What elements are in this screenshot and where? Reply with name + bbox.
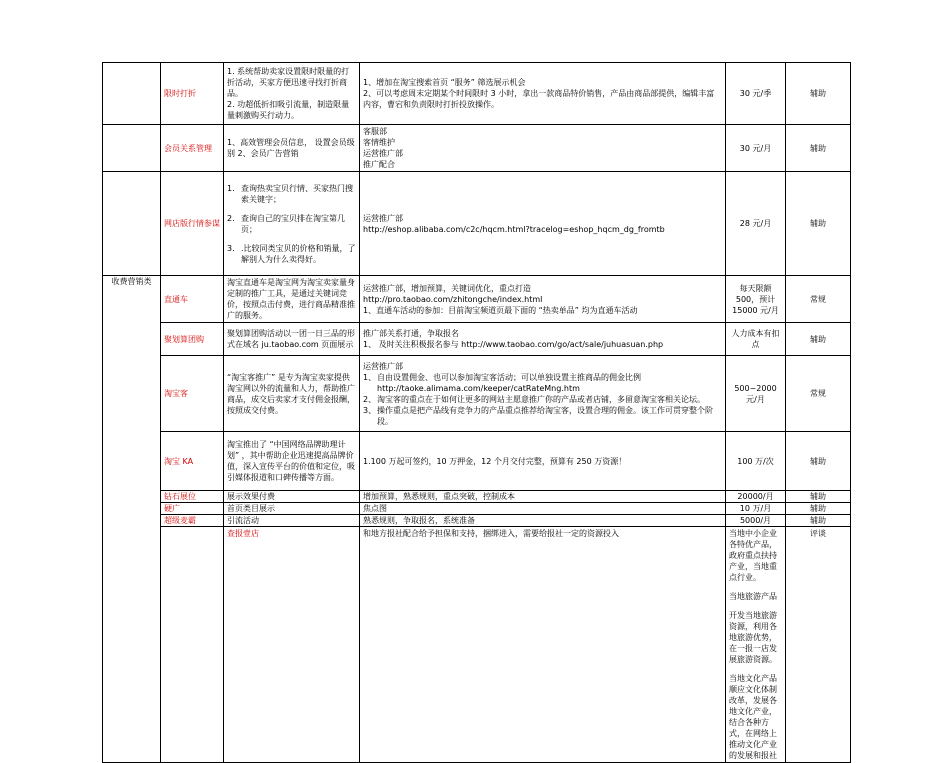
method-line: 推广部关系打通，争取报名 (363, 329, 459, 338)
tool-fee: 500~2000 元/月 (726, 356, 786, 432)
item-number: 3、 (363, 405, 377, 415)
tool-name: 直通车 (161, 276, 224, 323)
description-item (227, 243, 356, 265)
description-line: 淘宝推出了 “中国网络品牌助理计划” ，其中帮助企业迅速提高品牌价值，深入宣传平台的价值和定位，吸引媒体报道和口碑传播等方面。 (227, 440, 355, 482)
tool-fee: 100 万/次 (726, 432, 786, 491)
method-line: 开发当地旅游资源，利用各地旅游优势，在一报一店发展旅游资源。 (729, 611, 777, 664)
method-line: 熟悉规则，争取报名，系统准备 (363, 516, 475, 525)
method-line: 客情维护 (363, 138, 395, 147)
description-line: 展示效果付费 (227, 492, 275, 501)
table-row (103, 356, 851, 432)
tool-fee: 每天限额 500，预计 15000 元/月 (726, 276, 786, 323)
tool-name: 查报壹店 (224, 527, 360, 763)
method-line: 当地文化产品 (729, 674, 777, 683)
description-line: 淘宝直通车是淘宝网为淘宝卖家量身定制的推广工具，是通过关键词竞价，按照点击付费，进行商品精准推广的服务。 (227, 278, 355, 320)
tool-fee: 5000/月 (726, 515, 786, 527)
category-cell-empty (161, 527, 224, 763)
method-line: 1.100 万起可签约，10 万押金，12 个月交付完整，预算有 250 万资源！ (363, 456, 627, 466)
tool-type: 辅助 (786, 63, 851, 125)
category-cell-empty (103, 172, 161, 276)
tool-description (224, 356, 360, 432)
method-line: 1、直通车活动的参加：目前淘宝频道页最下面的 “热卖单品” 均为直通车活动 (363, 305, 638, 315)
tool-fee: 人力成本有扣点 (726, 323, 786, 356)
item-number: 1. (227, 183, 235, 193)
item-text: 淘宝客的重点在于如何让更多的网站主愿意推广你的产品或者店铺，多留意淘宝客相关论坛。 (377, 394, 705, 404)
description-line: “淘宝客推广” 是专为淘宝卖家提供淘宝网以外的流量和人力，帮助推广商品，成交后卖家才支付佣金报酬，按照成交付费。 (227, 372, 355, 415)
method-line: 增加预算，熟悉规则，重点突破，控制成本 (363, 492, 515, 501)
method-line: 运营推广部 (363, 149, 403, 158)
tool-description (224, 491, 360, 503)
tool-type: 辅助 (786, 125, 851, 172)
method-line: 当地中小企业各特优产品，政府重点扶持产业，当地重点行业。 (729, 529, 777, 582)
description-line: 2. 功超低折扣吸引流量，制造限量量刺激购买行动力。 (227, 100, 350, 120)
tool-method (360, 172, 726, 276)
method-line: 运营推广部 (363, 361, 403, 371)
tool-name: 淘宝客 (161, 356, 224, 432)
tool-name: 聚划算团购 (161, 323, 224, 356)
tool-method (360, 276, 726, 323)
description-line: 首页类目展示 (227, 504, 275, 513)
description-line: 1、高效管理会员信息， 设置会员级别 2、会员广告营销 (227, 138, 355, 158)
method-line: 顺应文化体制改革，发展各地文化产业，结合各种方式，在网络上推动文化产业的发展和报社 (729, 685, 777, 760)
table-row (103, 491, 851, 503)
item-number: 1、 (363, 372, 377, 382)
tool-type: 常规 (786, 356, 851, 432)
item-text: 自由设置佣金、也可以参加淘宝客活动；可以单独设置主推商品的佣金比例 http://taoke.alimama.com/keeper/catRateMng.htm (377, 372, 641, 393)
tool-name: 超级麦霸 (161, 515, 224, 527)
tool-name: 淘宝 KA (161, 432, 224, 491)
description-line: 聚划算团购活动以一团一日三品的形式在域名 ju.taobao.com 页面展示 (227, 329, 355, 349)
method-item (363, 372, 722, 394)
tool-fee: 10 万/月 (726, 503, 786, 515)
tool-name: 硬广 (161, 503, 224, 515)
method-line: 当地旅游产品 (729, 592, 777, 601)
table-row (103, 432, 851, 491)
tool-method (360, 323, 726, 356)
method-line: 推广配合 (363, 160, 395, 169)
tool-description (224, 172, 360, 276)
item-number: 2、 (363, 394, 377, 404)
tool-type: 辅助 (786, 491, 851, 503)
tool-fee: 评谈 (786, 527, 851, 763)
tool-description (224, 503, 360, 515)
tool-type: 辅助 (786, 515, 851, 527)
tool-method (360, 63, 726, 125)
table-row (103, 172, 851, 276)
tool-description (224, 432, 360, 491)
table-row (103, 125, 851, 172)
item-text: 查询热卖宝贝行情、买家热门搜索关键字； (241, 183, 353, 204)
tool-fee: 28 元/月 (726, 172, 786, 276)
tool-method (360, 515, 726, 527)
method-line: 1、增加在淘宝搜索首页 “服务” 筛选展示机会 (363, 78, 526, 87)
table-row (103, 503, 851, 515)
tool-type: 辅助 (786, 503, 851, 515)
method-item (363, 405, 722, 427)
tool-description (224, 276, 360, 323)
method-line: 运营推广部，增加预算，关键词优化，重点打造 (363, 283, 531, 293)
table-row (103, 527, 851, 763)
tool-name: 限时打折 (161, 63, 224, 125)
tool-method (360, 503, 726, 515)
tool-description (360, 527, 726, 763)
item-number: 2. (227, 213, 235, 223)
method-item (363, 394, 722, 405)
method-line: 运营推广部 (363, 213, 403, 223)
tool-description (224, 515, 360, 527)
method-link[interactable]: http://pro.taobao.com/zhitongche/index.html (363, 294, 543, 304)
tool-method (726, 527, 786, 763)
item-text: 操作重点是把产品线有竞争力的产品重点推荐给淘宝客，设置合理的佣金。该工作可贯穿整个阶段。 (377, 405, 713, 426)
tool-method (360, 491, 726, 503)
tool-description (224, 125, 360, 172)
tool-type: 辅助 (786, 323, 851, 356)
table-row (103, 276, 851, 323)
category-cell-empty (103, 63, 161, 125)
tool-type: 辅助 (786, 172, 851, 276)
tool-name: 钻石展位 (161, 491, 224, 503)
method-line: 1、 及时关注积极报名参与 http://www.taobao.com/go/act/sale/juhuasuan.php (363, 340, 664, 349)
description-item (227, 183, 356, 205)
tool-name: 网店版行情参谋 (161, 172, 224, 276)
tool-fee: 30 元/月 (726, 125, 786, 172)
tool-description (224, 63, 360, 125)
tool-method (360, 125, 726, 172)
method-line: 2、可以考虑周末定期某个时间限时 3 小时，拿出一款商品特价销售，产品由商品部提供，编辑丰富内容，曹宕和负责限时打折投放操作。 (363, 89, 715, 109)
tool-method (360, 432, 726, 491)
tool-name: 会员关系管理 (161, 125, 224, 172)
table-row (103, 323, 851, 356)
tool-type: 辅助 (786, 432, 851, 491)
item-number: 3. (227, 243, 235, 253)
item-text: .比较同类宝贝的价格和销量，了解别人为什么卖得好。 (241, 243, 356, 264)
item-text: 查询自己的宝贝排在淘宝第几页； (241, 213, 345, 234)
table-row (103, 63, 851, 125)
tool-type: 常规 (786, 276, 851, 323)
marketing-tools-table (102, 62, 851, 763)
method-line: 焦点图 (363, 504, 387, 513)
description-line: 引流活动 (227, 516, 259, 525)
description-line: 和地方报社配合给予担保和支持，捆绑进入，需要给报社一定的资源投入 (363, 529, 619, 538)
description-item (227, 213, 356, 235)
tool-fee: 20000/月 (726, 491, 786, 503)
method-line: 客服部 (363, 127, 387, 136)
category-label: 收费营销类 (103, 276, 161, 763)
description-line: 1. 系统帮助卖家设置限时限量的打折活动，买家方便迅速寻找打折商品。 (227, 67, 350, 98)
method-link[interactable]: http://eshop.alibaba.com/c2c/hqcm.html?tracelog=eshop_hqcm_dg_fromtb (363, 224, 665, 234)
tool-method (360, 356, 726, 432)
tool-description (224, 323, 360, 356)
table-row (103, 515, 851, 527)
tool-fee: 30 元/季 (726, 63, 786, 125)
category-cell-empty (103, 125, 161, 172)
